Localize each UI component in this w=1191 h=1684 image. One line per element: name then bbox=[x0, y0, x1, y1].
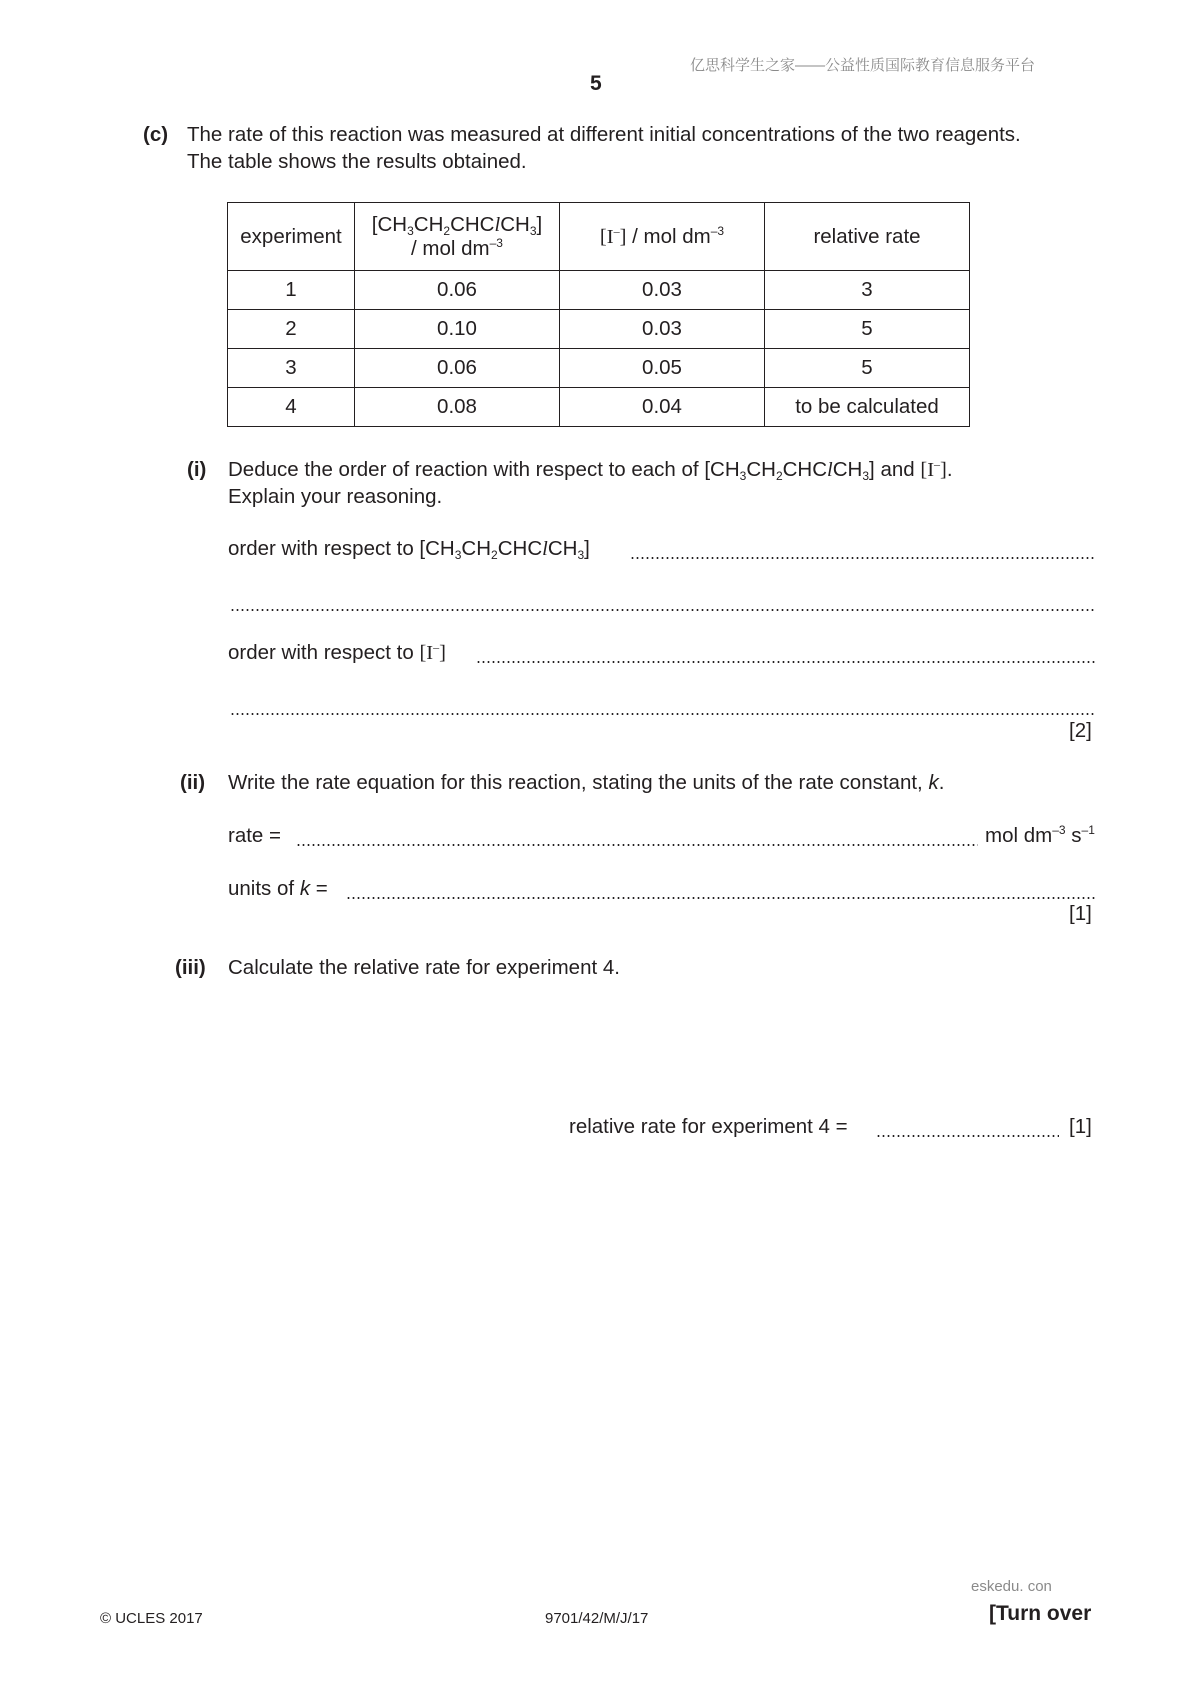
order-chloro-label: order with respect to $[CH_3CH_2CHClCH_3]$ bbox=[228, 537, 590, 562]
rate-label: rate = bbox=[228, 824, 281, 847]
cell-experiment: 3 bbox=[228, 349, 355, 388]
table-row bbox=[228, 271, 970, 310]
rate-units: mol $dm^{-3}$ $s^{-1}$ bbox=[985, 823, 1095, 847]
part-i-marks: [2] bbox=[1069, 719, 1092, 742]
cell-chloro-conc: 0.06 bbox=[355, 271, 560, 310]
header-relative-rate: relative rate bbox=[765, 203, 970, 271]
copyright: © UCLES 2017 bbox=[100, 1610, 203, 1627]
part-iii-label: (iii) bbox=[175, 956, 206, 979]
cell-relative-rate: 5 bbox=[765, 349, 970, 388]
part-i-prompt-line1: Deduce the order of reaction with respect to each of $[CH_3CH_2CHClCH_3]$ and [I–]. bbox=[228, 457, 953, 483]
part-ii-marks: [1] bbox=[1069, 902, 1092, 925]
header-experiment: experiment bbox=[228, 203, 355, 271]
page-number: 5 bbox=[590, 72, 602, 95]
cell-iodide-conc: 0.03 bbox=[560, 271, 765, 310]
table-row bbox=[228, 388, 970, 427]
results-table bbox=[227, 202, 970, 427]
cell-experiment: 4 bbox=[228, 388, 355, 427]
rate-equation-line[interactable] bbox=[296, 844, 978, 846]
question-label: (c) bbox=[143, 123, 169, 146]
relative-rate-answer-label: relative rate for experiment 4 = bbox=[569, 1115, 848, 1138]
cell-relative-rate: to be calculated bbox=[765, 388, 970, 427]
units-k-answer-line[interactable] bbox=[346, 897, 1095, 899]
cell-experiment: 2 bbox=[228, 310, 355, 349]
units-k-label: units of k = bbox=[228, 877, 328, 900]
cell-experiment: 1 bbox=[228, 271, 355, 310]
cell-iodide-conc: 0.04 bbox=[560, 388, 765, 427]
header-chloro-conc: $[CH_3CH_2CHClCH_3]$ / mol $dm^{-3}$ bbox=[355, 203, 560, 271]
question-intro-line2: The table shows the results obtained. bbox=[187, 150, 527, 173]
footer-watermark: eskedu. con bbox=[971, 1578, 1052, 1595]
cell-relative-rate: 3 bbox=[765, 271, 970, 310]
cell-iodide-conc: 0.03 bbox=[560, 310, 765, 349]
cell-chloro-conc: 0.08 bbox=[355, 388, 560, 427]
part-iii-marks: [1] bbox=[1069, 1115, 1092, 1138]
paper-code: 9701/42/M/J/17 bbox=[545, 1610, 649, 1627]
relative-rate-answer-line[interactable] bbox=[876, 1135, 1059, 1137]
order-iodide-reason-line[interactable] bbox=[230, 713, 1095, 715]
order-iodide-label: order with respect to [I–] bbox=[228, 640, 446, 664]
table-header-row bbox=[228, 203, 970, 271]
part-iii-prompt: Calculate the relative rate for experiment 4. bbox=[228, 956, 620, 979]
header-iodide-conc: [I–] / mol $dm^{-3}$ bbox=[560, 203, 765, 271]
part-i-label: (i) bbox=[187, 458, 207, 481]
cell-iodide-conc: 0.05 bbox=[560, 349, 765, 388]
order-chloro-answer-line[interactable] bbox=[630, 557, 1095, 559]
order-iodide-answer-line[interactable] bbox=[476, 661, 1095, 663]
cell-relative-rate: 5 bbox=[765, 310, 970, 349]
part-ii-prompt: Write the rate equation for this reaction, stating the units of the rate constant, k. bbox=[228, 771, 945, 794]
turn-over: [Turn over bbox=[989, 1602, 1092, 1625]
order-chloro-reason-line[interactable] bbox=[230, 609, 1095, 611]
part-i-prompt-line2: Explain your reasoning. bbox=[228, 485, 443, 508]
table-row bbox=[228, 349, 970, 388]
cell-chloro-conc: 0.10 bbox=[355, 310, 560, 349]
part-ii-label: (ii) bbox=[180, 771, 206, 794]
question-intro-line1: The rate of this reaction was measured at different initial concentrations of the two reagents. bbox=[187, 123, 1021, 146]
header-watermark: 亿思科学生之家——公益性质国际教育信息服务平台 bbox=[690, 57, 1036, 74]
cell-chloro-conc: 0.06 bbox=[355, 349, 560, 388]
table-row bbox=[228, 310, 970, 349]
